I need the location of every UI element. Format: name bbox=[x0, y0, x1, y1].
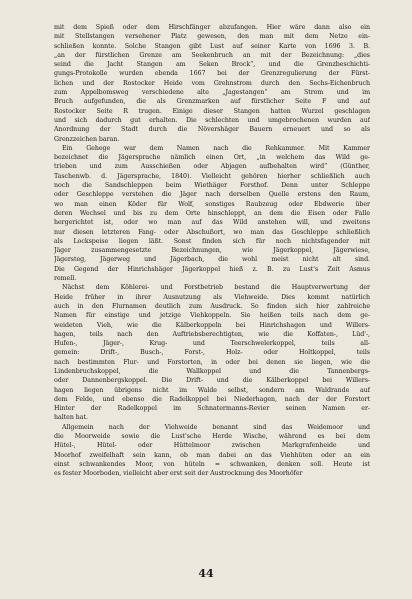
text-line: mit dem Spieß oder dem Hirschfänger abzufangen. Hier wäre dann also ein bbox=[54, 24, 370, 31]
text-line: einst schwankendes Moor, von hüteln = schwanken, denken soll. Heute ist bbox=[54, 460, 370, 468]
text-line: hagen, teils nach den Auftriebsberechtigten, wie die Koffaten-, Lüd'-, bbox=[54, 330, 370, 338]
text-line: dem Felde, und ebenso die Radelkoppel bei Niederhagen, nach der der Forstort bbox=[54, 395, 370, 403]
text-line: Lindenbruchskoppel, die Wallkoppel und die Tannenbergs- bbox=[54, 367, 370, 375]
text-line: oder Geschleppe verstehen die Jäger nach derselben Quelle erstens den Raum, bbox=[54, 191, 370, 199]
text-line: Jägersteg, Jägerweg und Jägerbach, die wohl meist nicht alt sind. bbox=[54, 256, 370, 264]
text-line: Anordnung der Stadt durch die Növershäger Bauern erneuert und so als bbox=[54, 126, 370, 134]
text-line: Hütel-, Hütel- oder Hüttelmoor zwischen Markgrafenheide und bbox=[54, 442, 370, 450]
text-line: hagen liegen übrigens nicht im Walde selbst, sondern am Waldrande auf bbox=[54, 386, 370, 394]
text-line: gungs-Protokolle wurden ebenda 1667 bei der Grenzregulierung der Fürst- bbox=[54, 70, 370, 78]
text-line: Namen für einstige und jetzige Viehkoppeln. Sie heißen teils nach dem ge- bbox=[54, 312, 370, 320]
text-line: Jäger zusammengesetzte Bezeichnungen, wie Jägerkoppel, Jägerwiese, bbox=[54, 247, 370, 255]
text-line: deren Wechsel und bis zu dem Orte hinschleppt, an dem die Eisen oder Falle bbox=[54, 209, 370, 217]
text-line: lichen und der Rostocker Heide vom Grehnstrom durch den Sechs-Eichenbruch bbox=[54, 79, 370, 87]
text-line: zum Appelbomsweg verschiedene alte „Jagestangen“ am Strom und im bbox=[54, 89, 370, 97]
body-text bbox=[54, 23, 370, 479]
text-line: nach bestimmten Flur- und Forstorten, in oder bei denen sie liegen, wie die bbox=[54, 358, 370, 366]
paragraph bbox=[54, 144, 370, 283]
page-number: 44 bbox=[198, 567, 214, 580]
text-line: „an der fürstlichen Grenze am Seekenbruch an mit der Bezeichnung: „dies bbox=[54, 51, 370, 59]
text-line: auch in den Flurnamen deutlich zum Ausdruck. So finden sich hier zahlreiche bbox=[54, 302, 370, 310]
text-line: noch die Sandschleppen beim Wiethäger Forsthof. Denn unter Schleppe bbox=[54, 182, 370, 190]
text-line: trieben und zum Ausschießen oder Abjagen aufbehalten wird“ (Günther, bbox=[54, 163, 370, 171]
paragraph bbox=[54, 283, 370, 422]
paragraph bbox=[54, 23, 370, 144]
text-line: oder Dannenbergskoppel. Die Drift- und die Kälberkoppel bei Willers- bbox=[54, 377, 370, 385]
text-line: hergerichtet ist, oder wo man auf das Wild anstehen will, und zweitens bbox=[54, 219, 370, 227]
text-line: Ein Gehege war dem Namen nach die Rehkammer. Mit Kammer bbox=[62, 144, 370, 152]
text-line: Rostocker Seite R trugen. Einige dieser Stangen hatten Wurzel geschlagen bbox=[54, 107, 370, 115]
text-line: bezeichnet die Jägersprache nämlich einen Ort, „in welchem das Wild ge- bbox=[54, 154, 370, 162]
text-line: Hufen-, Jäger-, Krug- und Teerschwelerkoppel, teils all- bbox=[54, 340, 370, 348]
text-line: die Moorweide sowie die Lust'sche Herde Wische, während es bei dem bbox=[54, 433, 370, 441]
text-line: seind die Jacht Stangen am Seken Brock“, und die Grenzbeschichti- bbox=[54, 61, 370, 69]
text-line: weideten Vieh, wie die Kälberkoppeln bei Hinrichshagen und Willers- bbox=[54, 321, 370, 329]
text-line: als Lockspeise liegen läßt. Sonst finden sich für noch nichtsfagender mit bbox=[54, 237, 370, 245]
paragraph bbox=[54, 423, 370, 479]
text-line: Die Gegend der Hinrichshäger Jägerkoppel hieß z. B. zu Lust's Zeit Asmus bbox=[54, 265, 370, 273]
text-line: remell. bbox=[54, 275, 77, 283]
text-line: gemein: Drift-, Busch-, Forst-, Holz- oder Holtkoppel, teils bbox=[54, 349, 370, 357]
text-line: schließen konnte. Solche Stangen gibt Lust auf seiner Karte von 1696 3. B. bbox=[54, 42, 370, 50]
text-line: wo man einen Köder für Wolf, sonstiges Raubzeug oder Ebdwerie über bbox=[54, 200, 370, 208]
text-line: halten hat. bbox=[54, 414, 88, 422]
text-line: Moorhof zweifelhaft sein kann, ob man dabei an das Viehhüten oder an ein bbox=[54, 451, 370, 459]
text-line: Taschenwb. d. Jägersprache, 1840). Vielleicht gehören hierher schließlich auch bbox=[54, 172, 370, 180]
text-line: nur diesen letzteren Fang- oder Abschußort, wo man das Geschleppe schließlich bbox=[54, 228, 370, 236]
text-line: und sich dadurch gut erhalten. Die schlechten und umgebrochenen wurden auf bbox=[54, 116, 370, 124]
text-line: Bruch aufgefunden, die als Grenzmarken auf fürstlicher Seite F und auf bbox=[54, 98, 370, 106]
text-line: Heide früher in ihrer Ausnutzung als Viehweide. Dies kommt natürlich bbox=[54, 293, 370, 301]
text-line: Hinter der Radelkoppel im Schnatermanns-Revier seinen Namen er- bbox=[54, 405, 370, 413]
text-line: es fester Moorboden, vielleicht aber erst seit der Austrocknung des Moorhöfer bbox=[54, 470, 303, 478]
text-line: Nächst dem Köhlerei- und Forstbetrieb bestand die Hauptverwertung der bbox=[62, 284, 370, 292]
text-line: Allgemein nach der Viehweide benannt sind das Weidemoor und bbox=[62, 423, 370, 431]
text-line: Grenzzeichen baran. bbox=[54, 135, 120, 143]
text-line: mit Stellstangen versehener Platz gewesen, den man mit dem Netze ein- bbox=[54, 33, 370, 41]
